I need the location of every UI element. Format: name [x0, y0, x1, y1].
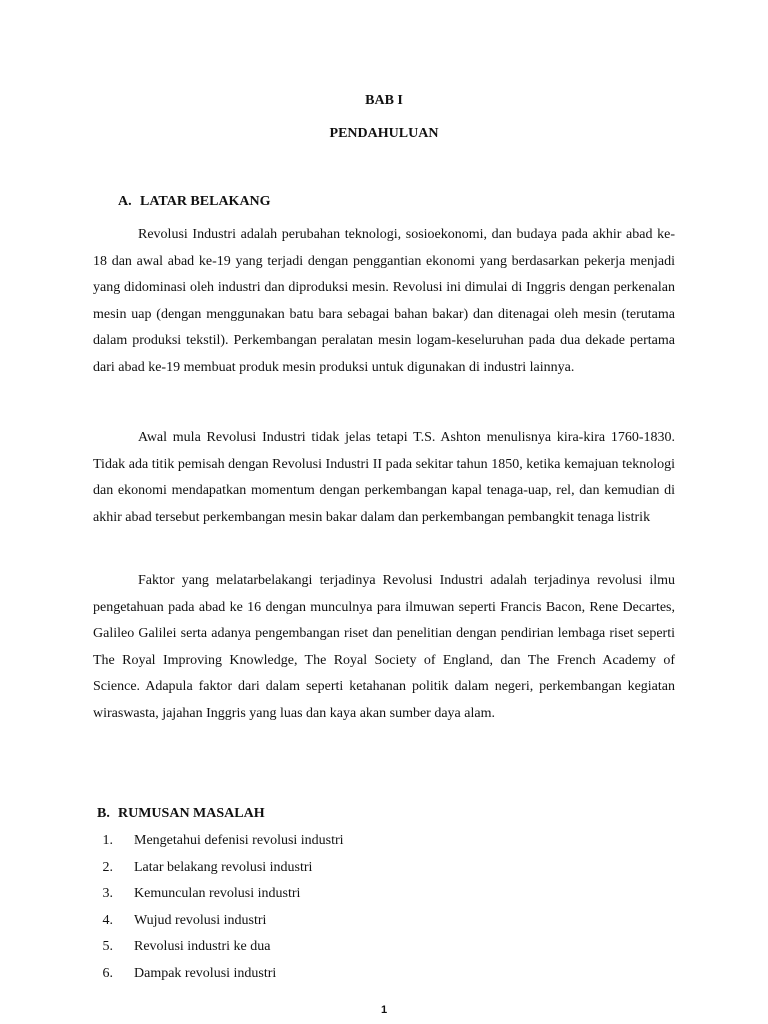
list-item-number: 6. [102, 965, 113, 981]
list-item [93, 908, 344, 935]
list-item-text: Revolusi industri ke dua [134, 939, 271, 954]
section-heading-latar-belakang [118, 194, 271, 210]
section-letter: A. [118, 194, 132, 209]
paragraph: Revolusi Industri adalah perubahan teknologi, sosioekonomi, dan budaya pada akhir abad ke-18 dan awal abad ke-19 yang terjadi dengan penggantian ekonomi yang berdasarkan pekerja menjadi yang didominasi oleh industri dan diproduksi mesin. Revolusi ini dimulai di Inggris dengan perkenalan mesin uap (dengan menggunakan batu bara sebagai bahan bakar) dan ditenagai oleh mesin (terutama dalam produksi tekstil). Perkembangan peralatan mesin logam-keseluruhan pada dua dekade pertama dari abad ke-19 membuat produk mesin produksi untuk digunakan di industri lainnya. [93, 227, 675, 375]
list-item [93, 855, 344, 882]
section-heading-rumusan-masalah [97, 806, 265, 822]
list-item-text: Latar belakang revolusi industri [134, 859, 313, 875]
list-item-number: 5. [102, 939, 113, 954]
list-item-text: Mengetahui defenisi revolusi industri [134, 833, 344, 848]
list-item [93, 881, 344, 908]
list-item-text: Wujud revolusi industri [134, 912, 267, 928]
chapter-number: BAB I [365, 93, 403, 108]
list-item [93, 828, 344, 855]
list-item-number: 1. [102, 833, 113, 848]
list-item-text: Dampak revolusi industri [134, 965, 277, 981]
list-item [93, 961, 344, 988]
paragraph: Awal mula Revolusi Industri tidak jelas tetapi T.S. Ashton menulisnya kira-kira 1760-1830. Tidak ada titik pemisah dengan Revolusi Industri II pada sekitar tahun 1850, ketika kemajuan teknologi dan ekonomi mendapatkan momentum dengan perkembangan kapal tenaga-uap, rel, dan kemudian di akhir abad tersebut perkembangan mesin bakar dalam dan perkembangan pembangkit tenaga listrik [93, 430, 675, 525]
section-title: RUMUSAN MASALAH [118, 806, 265, 821]
page-number: 1 [380, 1004, 388, 1016]
chapter-title: PENDAHULUAN [329, 126, 439, 141]
problem-list [93, 828, 344, 987]
section-title: LATAR BELAKANG [140, 194, 271, 209]
list-item-number: 3. [102, 886, 113, 901]
section-letter: B. [97, 806, 110, 821]
list-item-number: 2. [102, 859, 113, 875]
list-item-text: Kemunculan revolusi industri [134, 886, 301, 901]
paragraph: Faktor yang melatarbelakangi terjadinya Revolusi Industri adalah terjadinya revolusi ilmu pengetahuan pada abad ke 16 dengan munculnya para ilmuwan seperti Francis Bacon, Rene Decartes, Galileo Galilei serta adanya pengembangan riset dan penelitian dengan pendirian lembaga riset seperti The Royal Improving Knowledge, The Royal Society of England, dan The French Academy of Science. Adapula faktor dari dalam seperti ketahanan politik dalam negeri, perkembangan kegiatan wiraswasta, jajahan Inggris yang luas dan kaya akan sumber daya alam. [93, 573, 675, 721]
list-item [93, 934, 344, 961]
list-item-number: 4. [102, 912, 113, 928]
